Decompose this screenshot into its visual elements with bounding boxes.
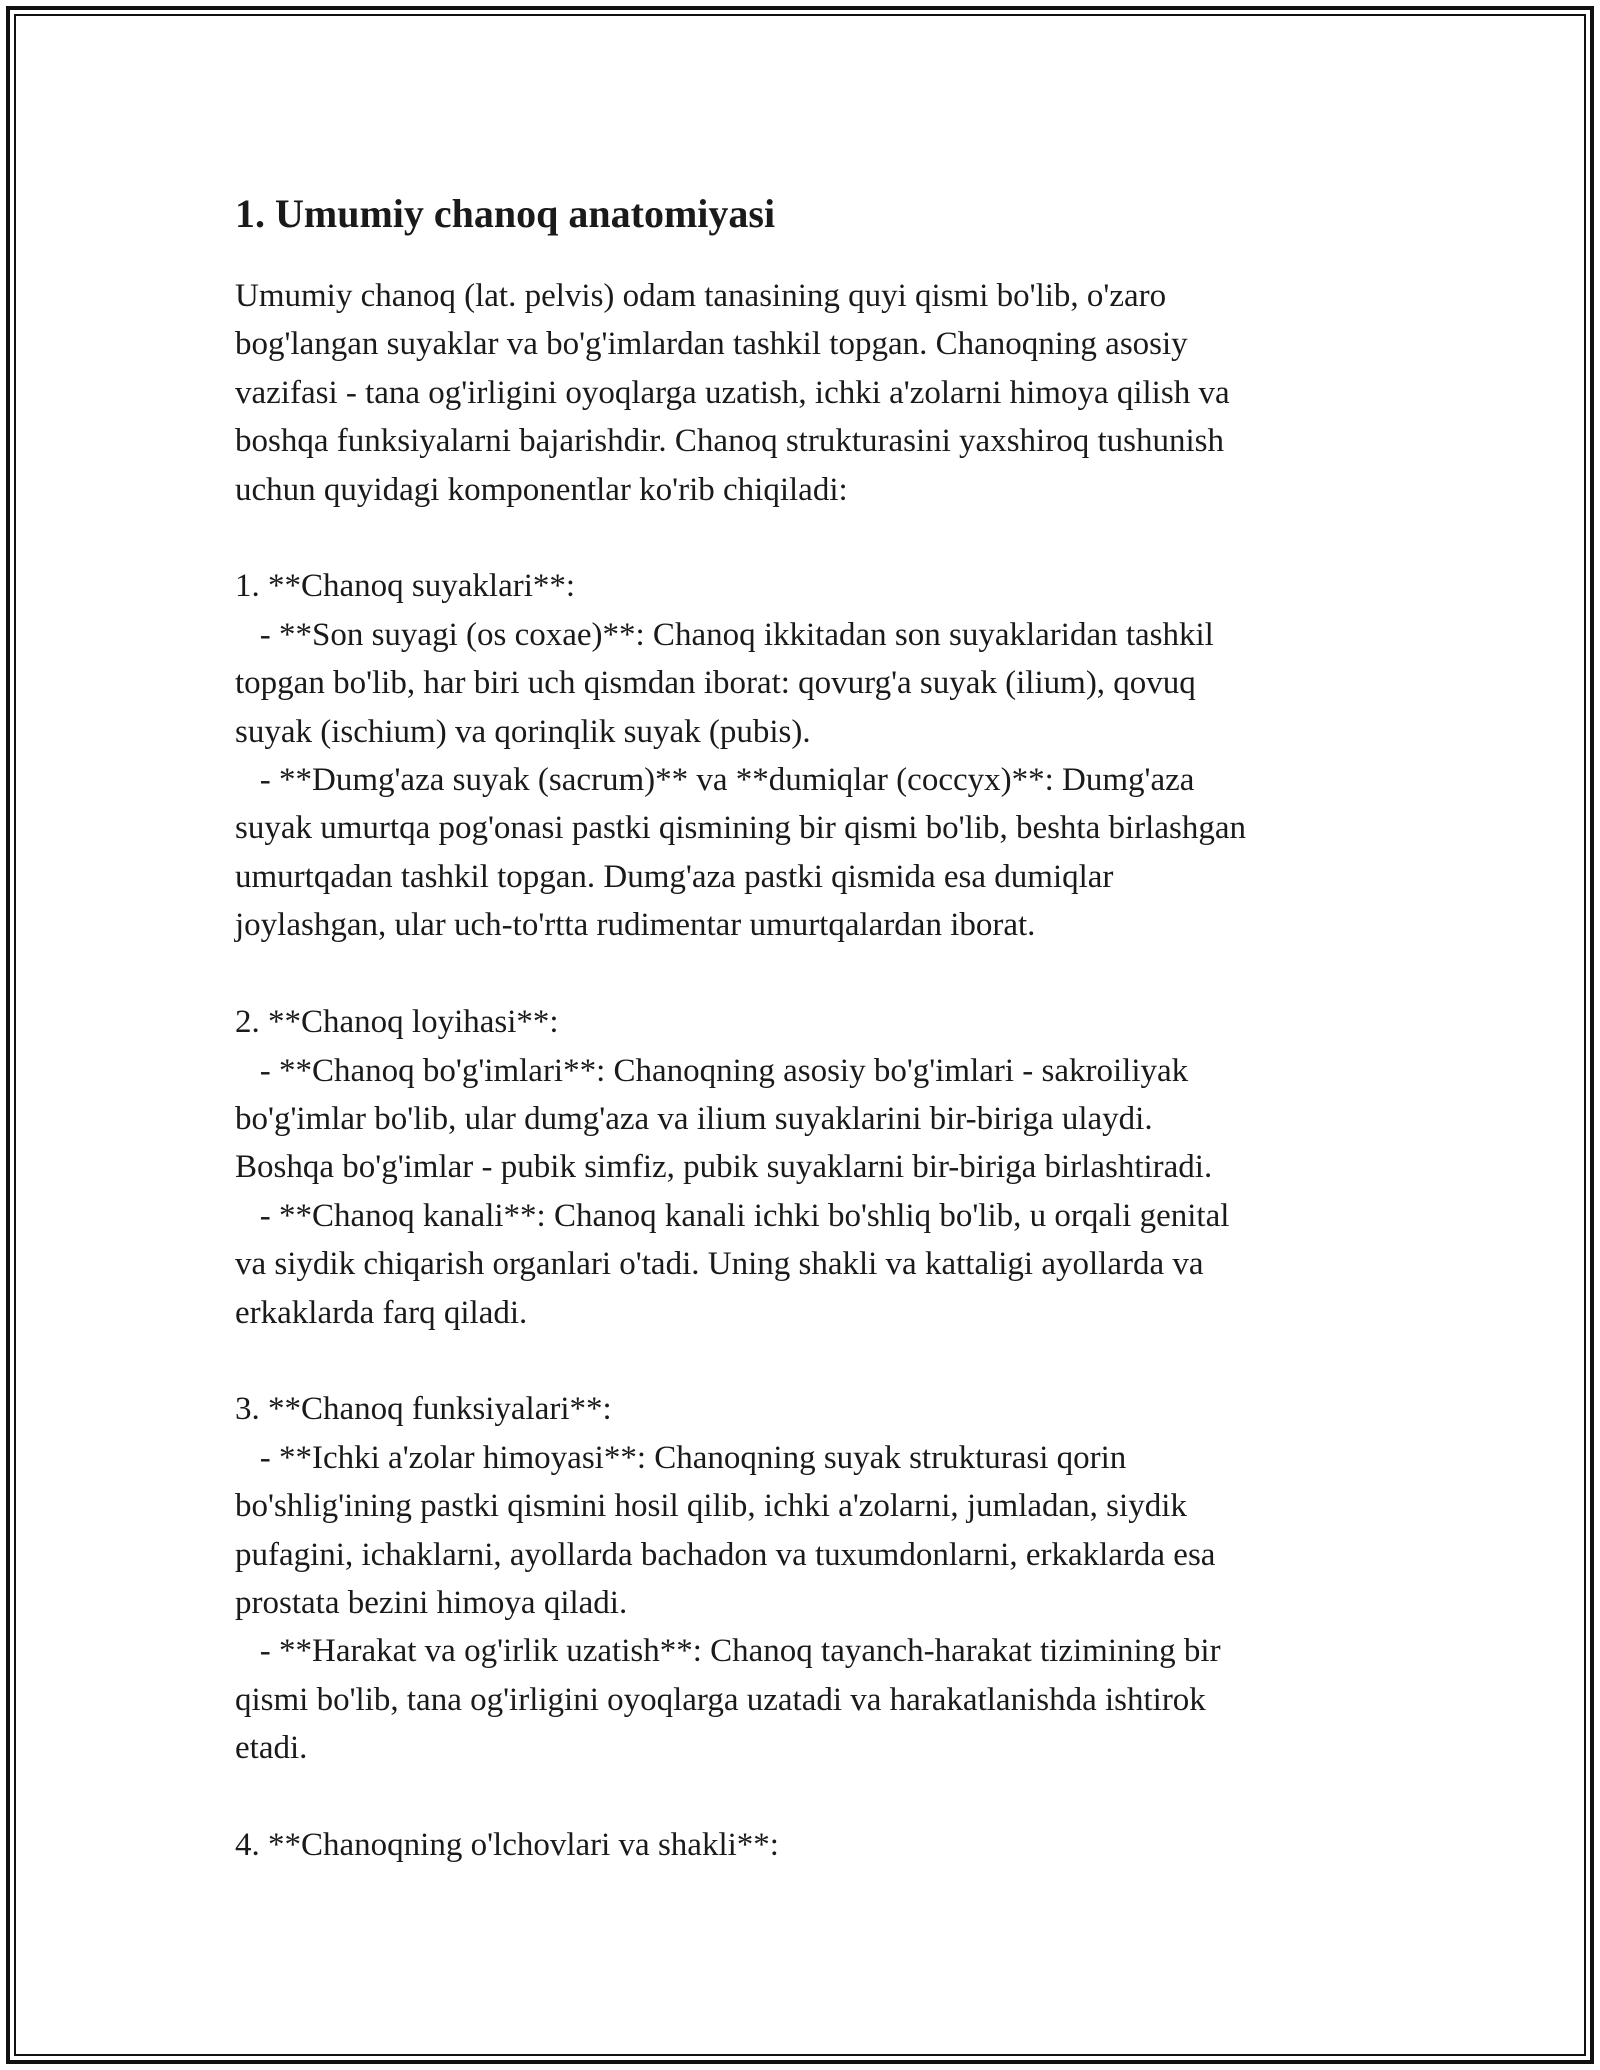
document-body: Umumiy chanoq (lat. pelvis) odam tanasining quyi qismi bo'lib, o'zaro bog'langan suyaklar va bo'g'imlardan tashkil topgan. Chanoqning asosiy vazifasi - tana og'irligini oyoqlarga uzatish, ichki a'zolarni himoya qilish va boshqa funksiyalarni bajarishdir. Chanoq strukturasini yaxshiroq tushunish uchun quyidagi komponentlar ko'rib chiqiladi: 1. **Chanoq suyaklari**: - **Son suyagi (os coxae)**: Chanoq ikkitadan son suyaklaridan tashkil topgan bo'lib, har biri uch qismdan iborat: qovurg'a suyak (ilium), qovuq suyak (ischium) va qorinqlik suyak (pubis). - **Dumg'aza suyak (sacrum)** va **dumiqlar (coccyx)**: Dumg'aza suyak umurtqa pog'onasi pastki qismining bir qismi bo'lib, beshta birlashgan umurtqadan tashkil topgan. Dumg'aza pastki qismida esa dumiqlar joylashgan, ular uch-to'rtta rudimentar umurtqalardan iborat. 2. **Chanoq loyihasi**: - **Chanoq bo'g'imlari**: Chanoqning asosiy bo'g'imlari - sakroiliyak bo'g'imlar bo'lib, ular dumg'aza va ilium suyaklarini bir-biriga ulaydi. Boshqa bo'g'imlar - pubik simfiz, pubik suyaklarni bir-biriga birlashtiradi. - **Chanoq kanali**: Chanoq kanali ichki bo'shliq bo'lib, u orqali genital va siydik chiqarish organlari o'tadi. Uning shakli va kattaligi ayollarda va erkaklarda farq qiladi. 3. **Chanoq funksiyalari**: - **Ichki a'zolar himoyasi**: Chanoqning suyak strukturasi qorin bo'shlig'ining pastki qismini hosil qilib, ichki a'zolarni, jumladan, siydik pufagini, ichaklarni, ayollarda bachadon va tuxumdonlarni, erkaklarda esa prostata bezini himoya qiladi. - **Harakat va og'irlik uzatish**: Chanoq tayanch-harakat tizimining bir qismi bo'lib, tana og'irligini oyoqlarga uzatadi va harakatlanishda ishtirok etadi. 4. **Chanoqning o'lchovlari va shakli**: — [235, 278, 1246, 1863]
document-content — [235, 186, 1385, 1869]
document-title: 1. Umumiy chanoq anatomiyasi — [235, 191, 776, 236]
